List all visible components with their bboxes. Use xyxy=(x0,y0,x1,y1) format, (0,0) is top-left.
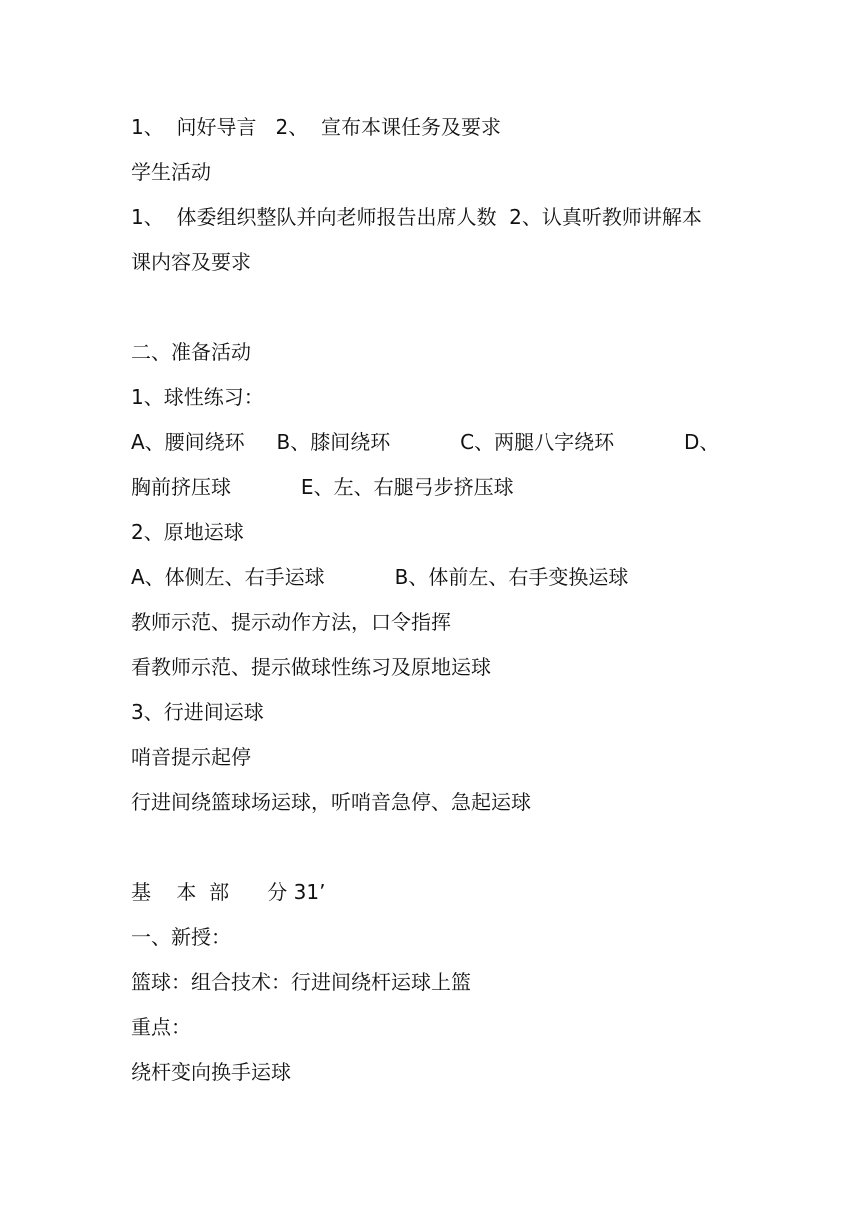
text-line: 胸前挤压球 E、左、右腿弓步挤压球 xyxy=(131,475,514,499)
text-line: 重点： xyxy=(131,1015,191,1039)
text-line: 看教师示范、提示做球性练习及原地运球 xyxy=(131,655,491,679)
text-line: A、体侧左、右手运球 B、体前左、右手变换运球 xyxy=(131,565,629,589)
text-line: 1、 问好导言 2、 宣布本课任务及要求 xyxy=(131,115,501,139)
text-line: 篮球：组合技术：行进间绕杆运球上篮 xyxy=(131,970,471,994)
text-line: 2、原地运球 xyxy=(131,520,244,544)
text-line: 一、新授： xyxy=(131,925,231,949)
text-line: 课内容及要求 xyxy=(131,250,251,274)
text-line: 学生活动 xyxy=(131,160,211,184)
text-line: 1、 体委组织整队并向老师报告出席人数 2、认真听教师讲解本 xyxy=(131,205,702,229)
text-line: 哨音提示起停 xyxy=(131,745,251,769)
text-line: A、腰间绕环 B、膝间绕环 C、两腿八字绕环 D、 xyxy=(131,430,720,454)
section-heading: 基 本 部 分 31’ xyxy=(131,880,326,904)
text-line: 教师示范、提示动作方法，口令指挥 xyxy=(131,610,451,634)
text-line: 1、球性练习： xyxy=(131,385,264,409)
text-line: 行进间绕篮球场运球，听哨音急停、急起运球 xyxy=(131,790,531,814)
section-heading: 二、准备活动 xyxy=(131,340,251,364)
text-line: 3、行进间运球 xyxy=(131,700,264,724)
text-line: 绕杆变向换手运球 xyxy=(131,1060,291,1084)
